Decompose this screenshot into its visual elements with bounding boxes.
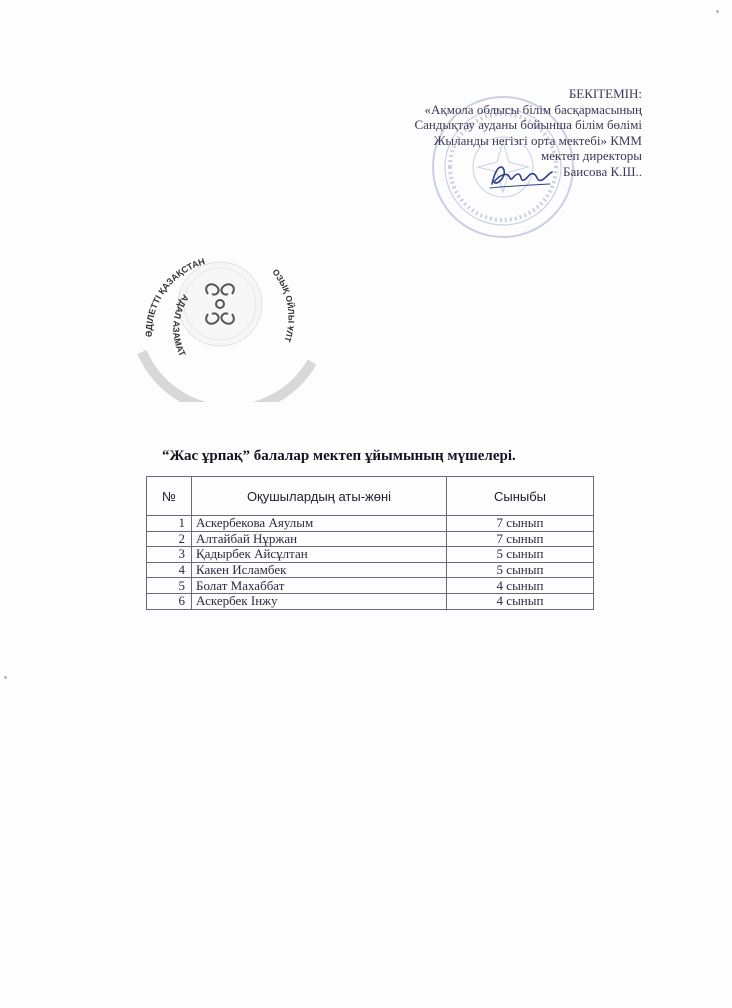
student-name: Аскербекова Аяулым <box>192 516 447 532</box>
scan-speck <box>716 10 719 13</box>
table-row <box>147 516 594 532</box>
student-name: Алтайбай Нұржан <box>192 531 447 547</box>
column-header-name: Оқушылардың аты-жөні <box>192 477 447 516</box>
row-number: 5 <box>147 578 192 594</box>
approval-line: «Ақмола облысы білім басқармасының <box>424 101 642 117</box>
scan-speck <box>4 676 7 679</box>
row-number: 3 <box>147 547 192 563</box>
column-header-grade: Сыныбы <box>447 477 594 516</box>
student-name: Болат Махаббат <box>192 578 447 594</box>
approval-line: мектеп директоры <box>540 148 642 163</box>
approval-line: Сандықтау ауданы бойынша білім бөлімі <box>414 117 642 132</box>
emblem-text-bottom: АДАЛ АЗАМАТ <box>171 292 191 358</box>
approval-line: БЕКІТЕМІН: <box>568 86 642 101</box>
student-name: Қадырбек Айсұлтан <box>192 547 447 563</box>
student-grade: 7 сынып <box>447 516 594 532</box>
student-grade: 5 сынып <box>447 547 594 563</box>
student-name: Аскербек Інжу <box>192 593 447 609</box>
student-grade: 4 сынып <box>447 593 594 609</box>
approval-line: Баисова К.Ш.. <box>563 163 642 179</box>
table-row <box>147 562 594 578</box>
emblem-text-top: ӘДІЛЕТТІ ҚАЗАҚСТАН <box>143 256 207 338</box>
approval-block <box>414 86 642 179</box>
members-table <box>146 476 594 610</box>
table-row <box>147 531 594 547</box>
table-header-row <box>147 477 594 516</box>
column-header-number: № <box>147 477 192 516</box>
student-grade: 7 сынып <box>447 531 594 547</box>
row-number: 6 <box>147 593 192 609</box>
student-grade: 5 сынып <box>447 562 594 578</box>
row-number: 1 <box>147 516 192 532</box>
emblem-text-right: ОЗЫҚ ОЙЛЫ ҰЛТ <box>270 267 297 344</box>
school-emblem <box>122 232 332 402</box>
table-row <box>147 578 594 594</box>
student-grade: 4 сынып <box>447 578 594 594</box>
document-title: “Жас ұрпақ” балалар мектеп ұйымының мүшелері. <box>162 448 516 464</box>
student-name: Какен Исламбек <box>192 562 447 578</box>
table-row <box>147 593 594 609</box>
row-number: 2 <box>147 531 192 547</box>
row-number: 4 <box>147 562 192 578</box>
approval-line: Жыланды негізгі орта мектебі» КММ <box>433 132 642 148</box>
table-row <box>147 547 594 563</box>
